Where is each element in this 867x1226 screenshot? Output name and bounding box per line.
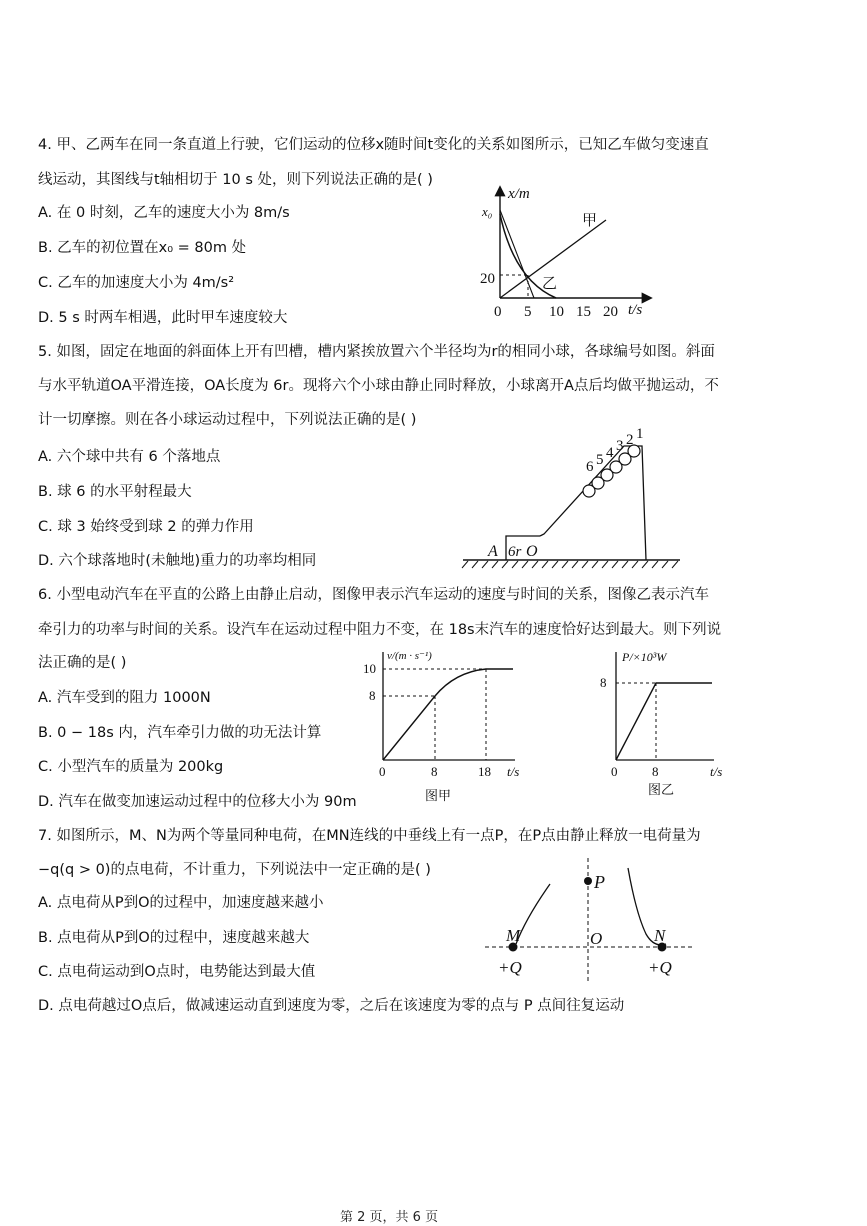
q5-option-c: C. 球 3 始终受到球 2 的弹力作用: [38, 519, 254, 535]
q7-label-n: N: [654, 926, 666, 945]
q7-charge-label-n: +Q: [648, 958, 672, 977]
q5-label-a: A: [488, 543, 498, 560]
page-footer: 第 2 页，共 6 页: [340, 1210, 439, 1225]
q4-y-axis-label: x/m: [508, 186, 530, 202]
q6-graph-jia: [355, 642, 530, 807]
q5-incline-figure: [458, 418, 688, 578]
q6-jia-x-tick-8: 8: [431, 764, 438, 779]
q6-jia-curve: [383, 669, 513, 760]
q4-x-axis-label: t/s: [628, 302, 643, 318]
q6-jia-y-tick-10: 10: [363, 661, 376, 676]
q6-stem-line3: 法正确的是( ): [38, 655, 127, 671]
q4-option-b: B. 乙车的初位置在x₀ = 80m 处: [38, 240, 247, 256]
q5-stem-line3: 计一切摩擦。则在各小球运动过程中，下列说法正确的是( ): [38, 412, 417, 428]
q4-x-tick-20: 20: [603, 304, 618, 320]
q5-ball-number-4: 4: [606, 445, 614, 461]
q4-label-jia: 甲: [582, 211, 598, 229]
q6-yi-y-tick-8: 8: [600, 675, 607, 690]
q6-yi-x-tick-8: 8: [652, 764, 659, 779]
q6-option-c: C. 小型汽车的质量为 200kg: [38, 759, 224, 775]
q6-yi-x-tick-0: 0: [611, 764, 618, 779]
q5-ball-number-1: 1: [636, 426, 644, 442]
q5-label-6r: 6r: [508, 544, 522, 560]
q6-yi-curve: [616, 683, 712, 760]
q6-jia-x-tick-0: 0: [379, 764, 386, 779]
q5-option-b: B. 球 6 的水平射程最大: [38, 484, 192, 500]
q7-label-m: M: [506, 926, 521, 945]
q6-stem-line1: 6. 小型电动汽车在平直的公路上由静止启动，图像甲表示汽车运动的速度与时间的关系，图像乙表示汽车: [38, 587, 709, 603]
q6-graph-yi: [588, 642, 738, 807]
q6-option-a: A. 汽车受到的阻力 1000N: [38, 690, 211, 706]
q7-field-line-left: [516, 884, 550, 944]
q4-x-tick-0: 0: [494, 304, 502, 320]
q6-jia-caption: 图甲: [425, 789, 452, 804]
q5-label-o: O: [526, 543, 538, 560]
q5-stem-line2: 与水平轨道OA平滑连接，OA长度为 6r。现将六个小球由静止同时释放，小球离开A点后均做平抛运动，不: [38, 378, 719, 394]
q7-option-a: A. 点电荷从P到O的过程中，加速度越来越小: [38, 895, 324, 911]
q4-stem-line2: 线运动，其图线与t轴相切于 10 s 处，则下列说法正确的是( ): [38, 172, 433, 188]
q7-charges-figure: [480, 858, 705, 988]
q5-stem-line1: 5. 如图，固定在地面的斜面体上开有凹槽，槽内紧挨放置六个半径均为r的相同小球，各球编号如图。斜面: [38, 344, 715, 360]
q4-y-tick-20: 20: [480, 271, 495, 287]
q5-option-d: D. 六个球落地时(未触地)重力的功率均相同: [38, 553, 317, 569]
q7-option-b: B. 点电荷从P到O的过程中，速度越来越大: [38, 930, 310, 946]
q7-charge-label-m: +Q: [498, 958, 522, 977]
q6-jia-x-tick-18: 18: [478, 764, 491, 779]
q5-ball-number-6: 6: [586, 459, 594, 475]
q5-ball-number-5: 5: [596, 452, 604, 468]
q7-label-o: O: [590, 929, 603, 948]
q7-stem-line2: −q(q > 0)的点电荷，不计重力，下列说法中一定正确的是( ): [38, 862, 431, 878]
q7-stem-line1: 7. 如图所示，M、N为两个等量同种电荷，在MN连线的中垂线上有一点P，在P点由静止释放一电荷量为: [38, 828, 701, 844]
q5-ball-number-3: 3: [616, 438, 624, 454]
q5-ground-hatching: [462, 561, 678, 568]
q6-jia-y-label: v/(m · s⁻¹): [387, 650, 432, 662]
q6-yi-y-label: P/×10³W: [622, 650, 667, 664]
q7-option-c: C. 点电荷运动到O点时，电势能达到最大值: [38, 964, 316, 980]
q4-x-tick-15: 15: [576, 304, 591, 320]
q6-jia-y-tick-8: 8: [369, 688, 376, 703]
q5-ball-number-2: 2: [626, 432, 634, 448]
q4-xt-graph: [470, 180, 670, 325]
q4-option-a: A. 在 0 时刻，乙车的速度大小为 8m/s: [38, 205, 290, 221]
q7-label-p: P: [594, 872, 605, 892]
q6-jia-x-label: t/s: [507, 764, 520, 779]
q4-option-c: C. 乙车的加速度大小为 4m/s²: [38, 275, 235, 291]
q4-x0-label: x₀: [482, 204, 493, 219]
q4-x-tick-10: 10: [549, 304, 564, 320]
q7-point-p: [584, 877, 592, 885]
q4-stem-line1: 4. 甲、乙两车在同一条直道上行驶，它们运动的位移x随时间t变化的关系如图所示，已知乙车做匀变速直: [38, 137, 709, 153]
q6-option-d: D. 汽车在做变加速运动过程中的位移大小为 90m: [38, 794, 357, 810]
q6-yi-x-label: t/s: [710, 764, 723, 779]
q5-option-a: A. 六个球中共有 6 个落地点: [38, 449, 221, 465]
q4-x-tick-5: 5: [524, 304, 532, 320]
q4-label-yi: 乙: [542, 274, 558, 292]
q6-yi-caption: 图乙: [648, 783, 675, 798]
q7-option-d: D. 点电荷越过O点后，做减速运动直到速度为零，之后在该速度为零的点与 P 点间往复运动: [38, 998, 625, 1014]
q4-option-d: D. 5 s 时两车相遇，此时甲车速度较大: [38, 310, 288, 326]
q6-option-b: B. 0 − 18s 内，汽车牵引力做的功无法计算: [38, 725, 322, 741]
q6-stem-line2: 牵引力的功率与时间的关系。设汽车在运动过程中阻力不变，在 18s末汽车的速度恰好达到最大。则下列说: [38, 622, 722, 638]
